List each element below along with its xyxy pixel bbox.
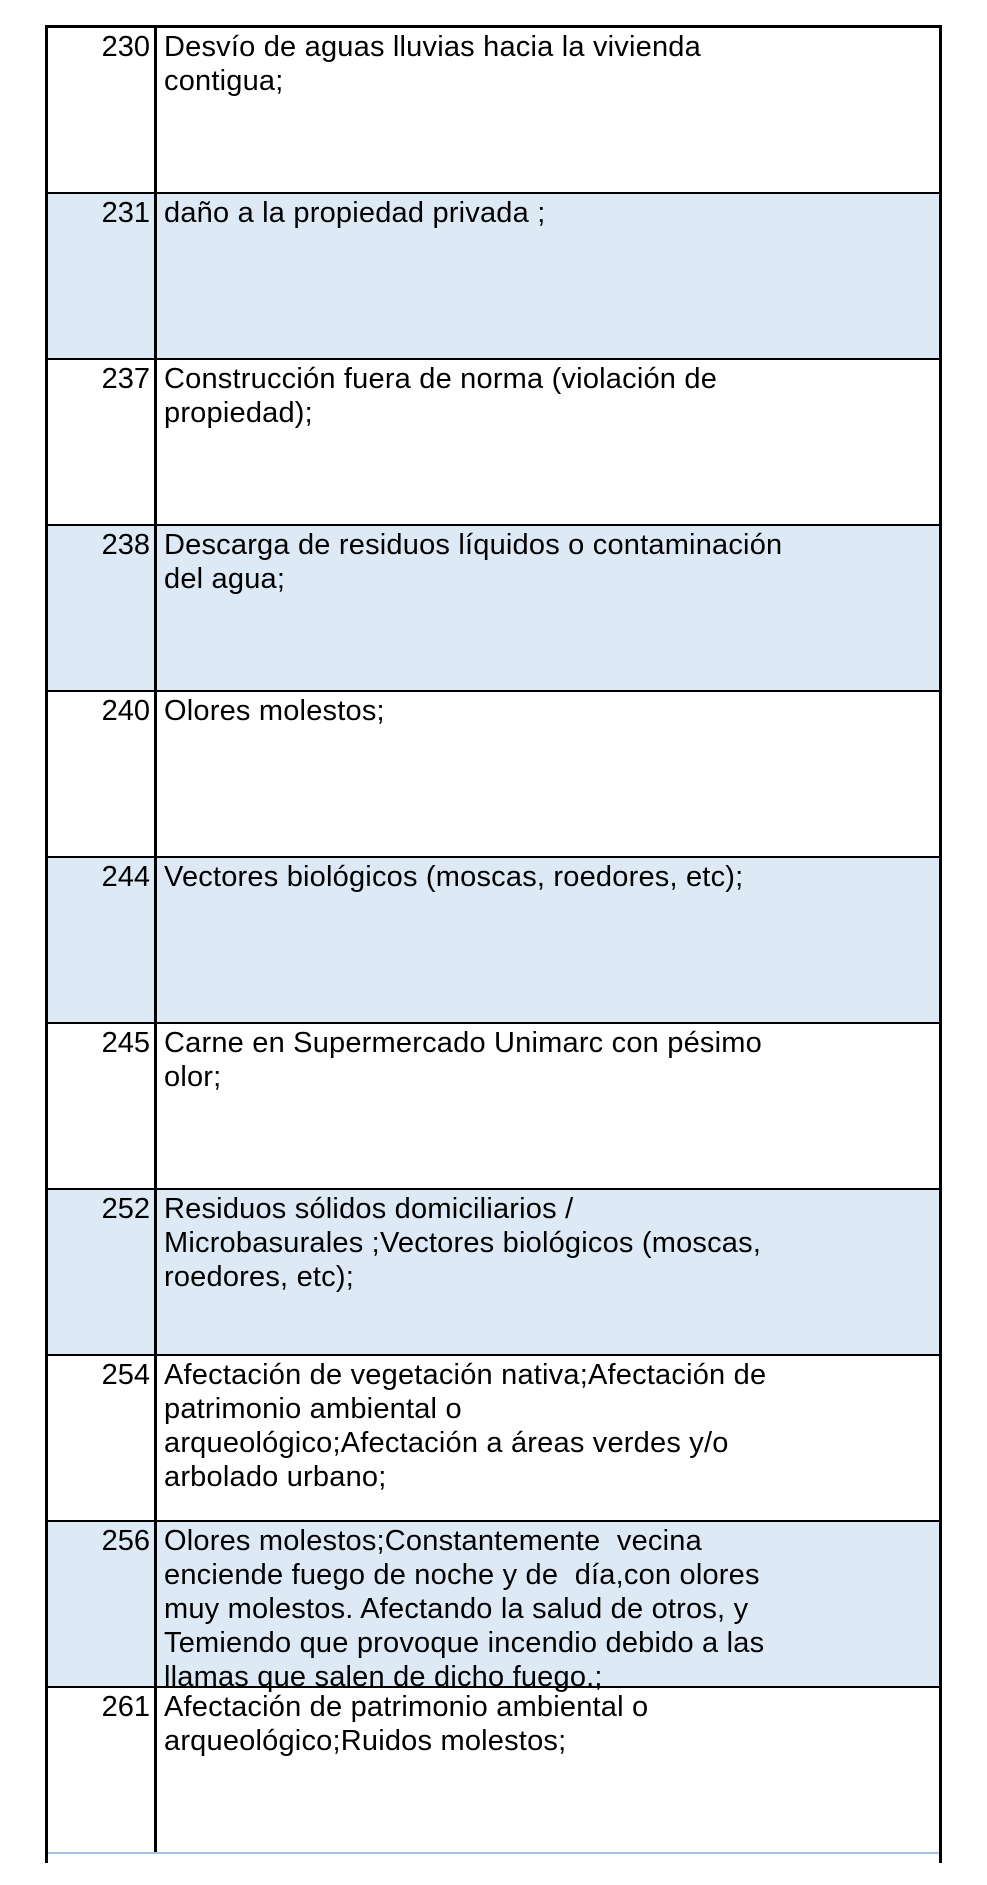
complaints-table [45, 25, 942, 1863]
table-row [48, 526, 939, 692]
row-description: Carne en Supermercado Unimarc con pésimo olor; [164, 1027, 762, 1093]
row-description: Olores molestos;Constantemente vecina enciende fuego de noche y de día,con olores muy molestos. Afectando la salud de otros, y Temiendo que provoque incendio debido a las llamas que salen de dicho fuego.; [164, 1525, 765, 1693]
table-row [48, 360, 939, 526]
row-description: Construcción fuera de norma (violación de propiedad); [164, 363, 718, 429]
row-id: 256 [48, 1522, 157, 1686]
row-id: 237 [48, 360, 157, 524]
row-id: 252 [48, 1190, 157, 1354]
table-row [48, 194, 939, 360]
table-row [48, 28, 939, 194]
row-description: Vectores biológicos (moscas, roedores, etc); [164, 861, 744, 893]
table-row [48, 1190, 939, 1356]
row-id: 238 [48, 526, 157, 690]
row-id: 230 [48, 28, 157, 192]
table-row [48, 692, 939, 858]
row-id: 261 [48, 1688, 157, 1852]
row-description: Descarga de residuos líquidos o contaminación del agua; [164, 529, 783, 595]
row-description: Olores molestos; [164, 695, 385, 727]
row-id: 244 [48, 858, 157, 1022]
table-row [48, 1522, 939, 1693]
row-id: 240 [48, 692, 157, 856]
row-id: 245 [48, 1024, 157, 1188]
row-description: Afectación de patrimonio ambiental o arqueológico;Ruidos molestos; [164, 1691, 649, 1757]
table-row [48, 1024, 939, 1190]
row-id: 254 [48, 1356, 157, 1520]
row-description: Desvío de aguas lluvias hacia la vivienda contigua; [164, 31, 701, 97]
row-description: Residuos sólidos domiciliarios / Microbasurales ;Vectores biológicos (moscas, roedores, etc); [164, 1193, 762, 1293]
row-description: daño a la propiedad privada ; [164, 197, 546, 229]
table-row [48, 1688, 939, 1854]
row-description: Afectación de vegetación nativa;Afectación de patrimonio ambiental o arqueológico;Afectación a áreas verdes y/o arbolado urbano; [164, 1359, 767, 1493]
row-id: 231 [48, 194, 157, 358]
table-row [48, 858, 939, 1024]
table-row [48, 1356, 939, 1522]
